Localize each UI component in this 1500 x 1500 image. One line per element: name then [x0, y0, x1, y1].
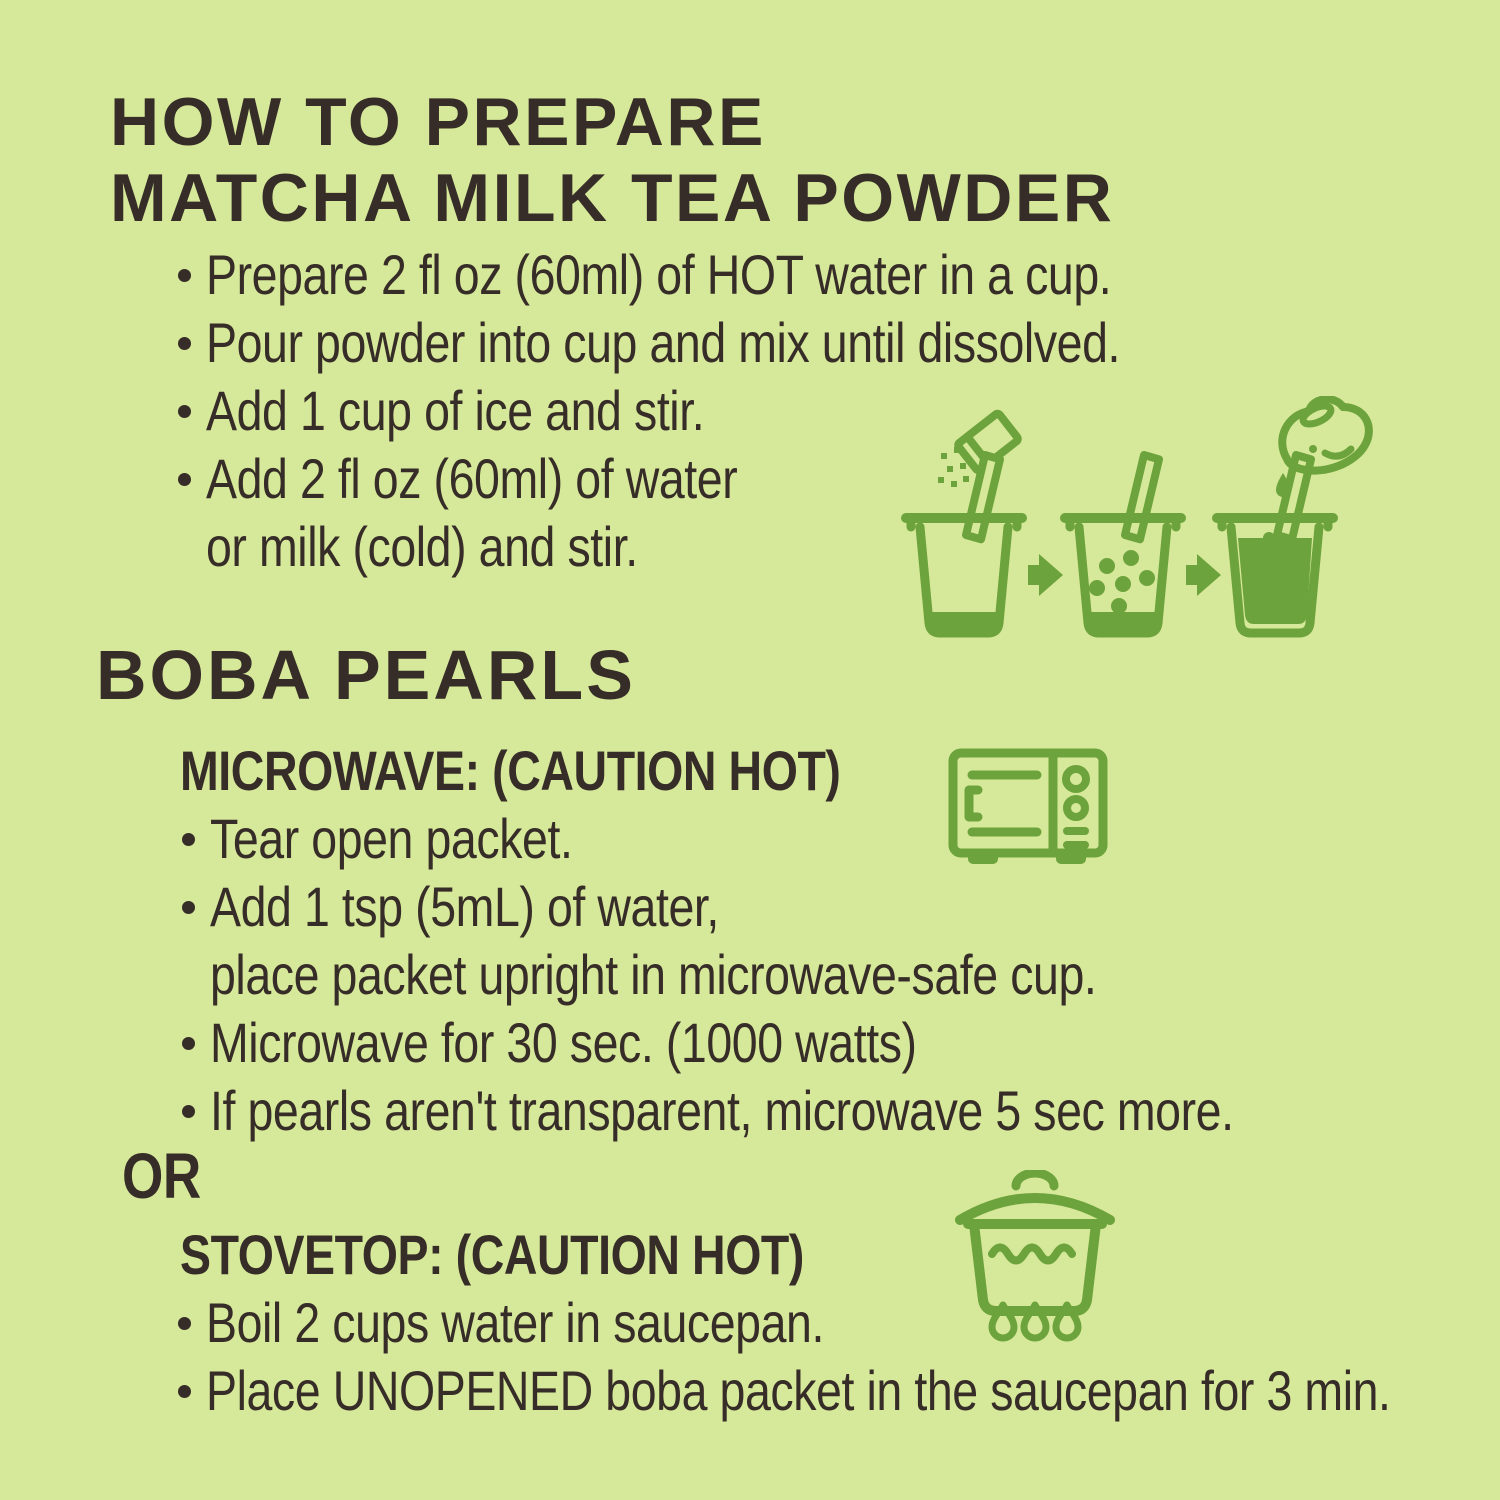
pot-body	[974, 1224, 1096, 1311]
bullet-dot	[178, 1317, 191, 1330]
list-item-continuation	[182, 940, 1443, 1008]
list-item	[178, 1356, 1500, 1424]
cup-with-boba-pearls-icon	[1065, 455, 1181, 633]
title-line-1: HOW TO PREPARE	[110, 84, 766, 160]
list-item	[182, 804, 1443, 872]
bullet-dot	[182, 901, 195, 914]
bullet-dot	[178, 337, 191, 350]
instruction-text: or milk (cold) and stir.	[206, 514, 638, 578]
microwave-subheading: MICROWAVE: (CAUTION HOT)	[180, 738, 841, 802]
pitcher-pour-full-cup-icon	[1217, 399, 1369, 633]
instruction-text: place packet upright in microwave-safe cup.	[210, 942, 1097, 1006]
instruction-text: Pour powder into cup and mix until dissolved.	[206, 310, 1121, 374]
page-title	[110, 84, 1114, 236]
list-item	[178, 1288, 1500, 1356]
instruction-text: Prepare 2 fl oz (60ml) of HOT water in a cup.	[206, 242, 1112, 306]
bullet-dot	[182, 1037, 195, 1050]
instruction-text: Microwave for 30 sec. (1000 watts)	[210, 1010, 917, 1074]
bullet-dot	[178, 269, 191, 282]
list-item	[182, 1008, 1443, 1076]
title-line-2: MATCHA MILK TEA POWDER	[110, 160, 1115, 236]
saucepan-on-flame-icon	[950, 1170, 1120, 1345]
stovetop-subheading: STOVETOP: (CAUTION HOT)	[180, 1222, 804, 1286]
microwave-instructions-list	[182, 804, 1443, 1144]
water-wave	[992, 1248, 1072, 1261]
instruction-text: Tear open packet.	[210, 806, 573, 870]
arrow-right-icon	[1028, 554, 1063, 596]
preparation-steps-illustration	[900, 396, 1390, 648]
bullet-dot	[178, 1385, 191, 1398]
or-label: OR	[122, 1140, 201, 1212]
bullet-dot	[182, 1105, 195, 1118]
lid-knob	[1016, 1173, 1054, 1186]
bullet-dot	[182, 833, 195, 846]
bullet-dot	[178, 405, 191, 418]
powder-packet-pour-into-cup-icon	[906, 413, 1022, 633]
boba-pearls-dots	[1089, 550, 1155, 614]
stovetop-instructions-list	[178, 1288, 1500, 1424]
instruction-text: Add 1 tsp (5mL) of water,	[210, 874, 719, 938]
bullet-dot	[178, 473, 191, 486]
lid	[960, 1198, 1110, 1220]
instruction-text: Add 2 fl oz (60ml) of water	[206, 446, 738, 510]
arrow-right-icon	[1186, 554, 1221, 596]
flames	[992, 1305, 1078, 1338]
list-item	[178, 308, 1307, 376]
instruction-text: If pearls aren't transparent, microwave 5 sec more.	[210, 1078, 1234, 1142]
list-item	[182, 872, 1443, 940]
instruction-text: Boil 2 cups water in saucepan.	[206, 1290, 824, 1354]
instruction-text: Place UNOPENED boba packet in the saucepan for 3 min.	[206, 1358, 1391, 1422]
boba-pearls-heading: BOBA PEARLS	[96, 636, 636, 714]
instruction-text: Add 1 cup of ice and stir.	[206, 378, 705, 442]
microwave-icon	[948, 748, 1113, 873]
list-item	[182, 1076, 1443, 1144]
list-item	[178, 240, 1307, 308]
